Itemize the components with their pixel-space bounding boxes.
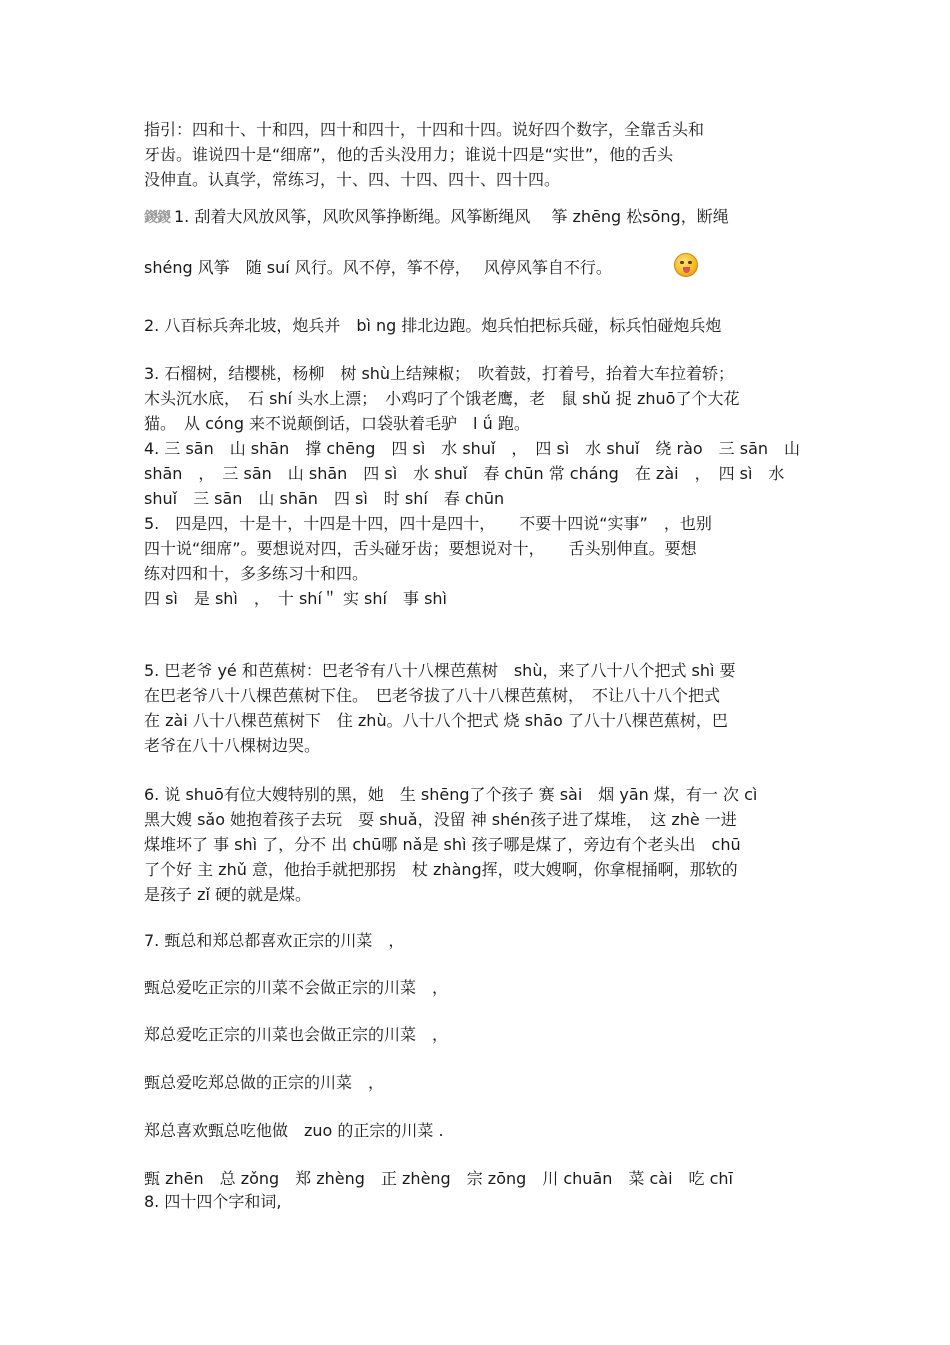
text-line: 是孩子 zǐ 硬的就是煤。 bbox=[144, 885, 312, 904]
text-line: 指引：四和十、十和四，四十和四十，十四和十四。说好四个数字，全靠舌头和 bbox=[144, 120, 705, 139]
text-line: 木头沉水底， 石 shí 头水上漂； 小鸡叼了个饿老鹰，老 鼠 shǔ 捉 zhuō了个大花 bbox=[144, 389, 740, 408]
text-line: 5. 四是四，十是十，十四是十四，四十是四十， 不要十四说“实事” ，也别 bbox=[144, 514, 712, 533]
text-line: shān ， 三 sān 山 shān 四 sì 水 shuǐ 春 chūn 常 cháng 在 zài ， 四 sì 水 bbox=[144, 464, 785, 483]
text-line: 5. 巴老爷 yé 和芭蕉树：巴老爷有八十八棵芭蕉树 shù，来了八十八个把式 shì 要 bbox=[144, 661, 736, 680]
text-line: 3. 石榴树，结樱桃，杨柳 树 shù上结辣椒； 吹着鼓，打着号，抬着大车拉着轿； bbox=[144, 364, 735, 383]
face-with-tongue-icon bbox=[674, 253, 698, 277]
text-line: 四十说“细席”。要想说对四，舌头碰牙齿；要想说对十， 舌头别伸直。要想 bbox=[144, 539, 697, 558]
text-line: 甄总爱吃正宗的川菜不会做正宗的川菜 ， bbox=[144, 978, 449, 997]
text-line: shéng 风筝 随 suí 风行。风不停，筝不停， 风停风筝自不行。 bbox=[144, 258, 612, 277]
text-line: 四 sì 是 shì ， 十 shí＂ 实 shí 事 shì bbox=[144, 589, 447, 608]
text-line: 老爷在八十八棵树边哭。 bbox=[144, 736, 321, 755]
text-line: 了个好 主 zhǔ 意，他抬手就把那拐 杖 zhàng挥，哎大嫂啊，你拿棍捅啊，那软的 bbox=[144, 860, 738, 879]
text-line: 猫。 从 cóng 来不说颠倒话，口袋驮着毛驴 l ǘ 跑。 bbox=[144, 414, 530, 433]
text-line: 6. 说 shuō有位大嫂特别的黑，她 生 shēng了个孩子 赛 sài 烟 yān 煤，有一 次 cì bbox=[144, 785, 758, 804]
text-line: 2. 八百标兵奔北坡，炮兵并 bì ng 排北边跑。炮兵怕把标兵碰，标兵怕碰炮兵炮 bbox=[144, 316, 722, 335]
text-line: 煤堆坏了 事 shì 了，分不 出 chū哪 nǎ是 shì 孩子哪是煤了，旁边有个老头出 chū bbox=[144, 835, 741, 854]
text-line: 牙齿。谁说四十是“细席”，他的舌头没用力；谁说十四是“实世”，他的舌头 bbox=[144, 145, 674, 164]
text-line: 甄 zhēn 总 zǒng 郑 zhèng 正 zhèng 宗 zōng 川 chuān 菜 cài 吃 chī bbox=[144, 1169, 733, 1188]
text-line: 没伸直。认真学，常练习，十、四、十四、四十、四十四。 bbox=[144, 170, 561, 189]
text-line: 在 zài 八十八棵芭蕉树下 住 zhù。八十八个把式 烧 shāo 了八十八棵芭蕉树，巴 bbox=[144, 711, 728, 730]
text-line: 甄总爱吃郑总做的正宗的川菜 ， bbox=[144, 1073, 385, 1092]
text-line: 黑大嫂 sǎo 她抱着孩子去玩 耍 shuǎ，没留 神 shén孩子进了煤堆， 这 zhè 一进 bbox=[144, 810, 737, 829]
text-line: 练对四和十，多多练习十和四。 bbox=[144, 564, 369, 583]
watermark-text: 鍐鍐 bbox=[144, 210, 170, 226]
text-line: 郑总喜欢甄总吃他做 zuo 的正宗的川菜 . bbox=[144, 1121, 444, 1140]
text-line: 鍐鍐 1. 刮着大风放风筝，风吹风筝挣断绳。风筝断绳风 筝 zhēng 松sōng，断绳 bbox=[144, 207, 729, 226]
text-line: shuǐ 三 sān 山 shān 四 sì 时 shí 春 chūn bbox=[144, 489, 505, 508]
text-line: 7. 甄总和郑总都喜欢正宗的川菜 ， bbox=[144, 931, 405, 950]
text-line: 4. 三 sān 山 shān 撑 chēng 四 sì 水 shuǐ ， 四 sì 水 shuǐ 绕 rào 三 sān 山 bbox=[144, 439, 801, 458]
text-line: 郑总爱吃正宗的川菜也会做正宗的川菜 ， bbox=[144, 1025, 449, 1044]
text-line: 在巴老爷八十八棵芭蕉树下住。 巴老爷拔了八十八棵芭蕉树， 不让八十八个把式 bbox=[144, 686, 721, 705]
text-line: 8. 四十四个字和词, bbox=[144, 1192, 282, 1211]
